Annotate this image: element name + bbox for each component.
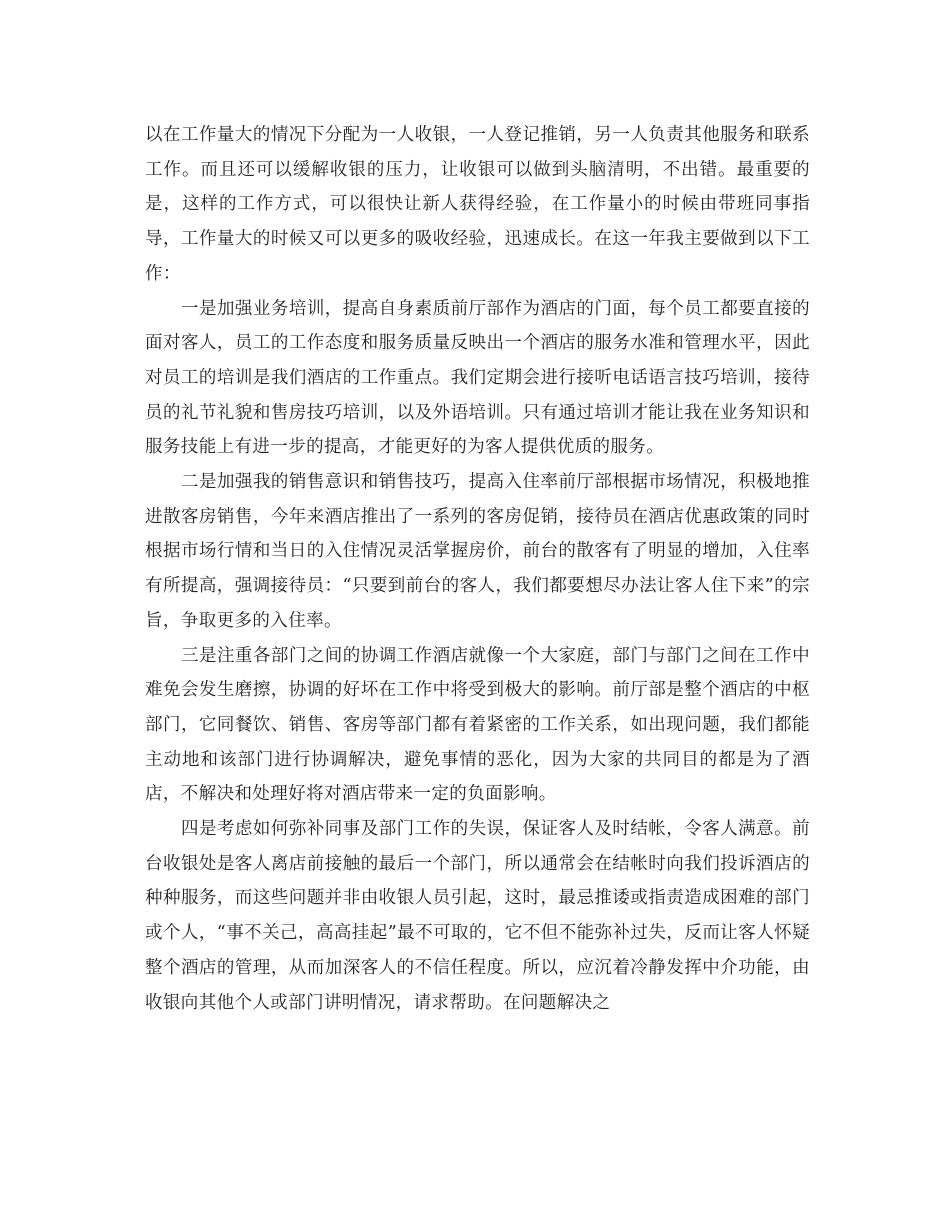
paragraph-5: 四是考虑如何弥补同事及部门工作的失误，保证客人及时结帐，令客人满意。前台收银处是客人离店前接触的最后一个部门，所以通常会在结帐时向我们投诉酒店的种种服务，而这些问题并非由收银人员引起，这时，最忌推诿或指责造成困难的部门或个人，“事不关己，高高挂起”最不可取的，它不但不能弥补过失，反而让客人怀疑整个酒店的管理，从而加深客人的不信任程度。所以，应沉着冷静发挥中介功能，由收银向其他个人或部门讲明情况，请求帮助。在问题解决之	[145, 819, 810, 1013]
paragraph-4: 三是注重各部门之间的协调工作酒店就像一个大家庭，部门与部门之间在工作中难免会发生磨擦，协调的好坏在工作中将受到极大的影响。前厅部是整个酒店的中枢部门，它同餐饮、销售、客房等部门都有着紧密的工作关系，如出现问题，我们都能主动地和该部门进行协调解决，避免事情的恶化，因为大家的共同目的都是为了酒店，不解决和处理好将对酒店带来一定的负面影响。	[145, 645, 810, 805]
paragraph-2: 一是加强业务培训，提高自身素质前厅部作为酒店的门面，每个员工都要直接的面对客人，员工的工作态度和服务质量反映出一个酒店的服务水准和管理水平，因此对员工的培训是我们酒店的工作重点。我们定期会进行接听电话语言技巧培训，接待员的礼节礼貌和售房技巧培训，以及外语培训。只有通过培训才能让我在业务知识和服务技能上有进一步的提高，才能更好的为客人提供优质的服务。	[145, 298, 810, 458]
document-body	[145, 118, 810, 1020]
paragraph-1: 以在工作量大的情况下分配为一人收银，一人登记推销，另一人负责其他服务和联系工作。而且还可以缓解收银的压力，让收银可以做到头脑清明，不出错。最重要的是，这样的工作方式，可以很快让新人获得经验，在工作量小的时候由带班同事指导，工作量大的时候又可以更多的吸收经验，迅速成长。在这一年我主要做到以下工作：	[145, 125, 810, 284]
paragraph-3: 二是加强我的销售意识和销售技巧，提高入住率前厅部根据市场情况，积极地推进散客房销售，今年来酒店推出了一系列的客房促销，接待员在酒店优惠政策的同时根据市场行情和当日的入住情况灵活掌握房价，前台的散客有了明显的增加，入住率有所提高，强调接待员：“只要到前台的客人，我们都要想尽办法让客人住下来”的宗旨，争取更多的入住率。	[145, 472, 810, 631]
